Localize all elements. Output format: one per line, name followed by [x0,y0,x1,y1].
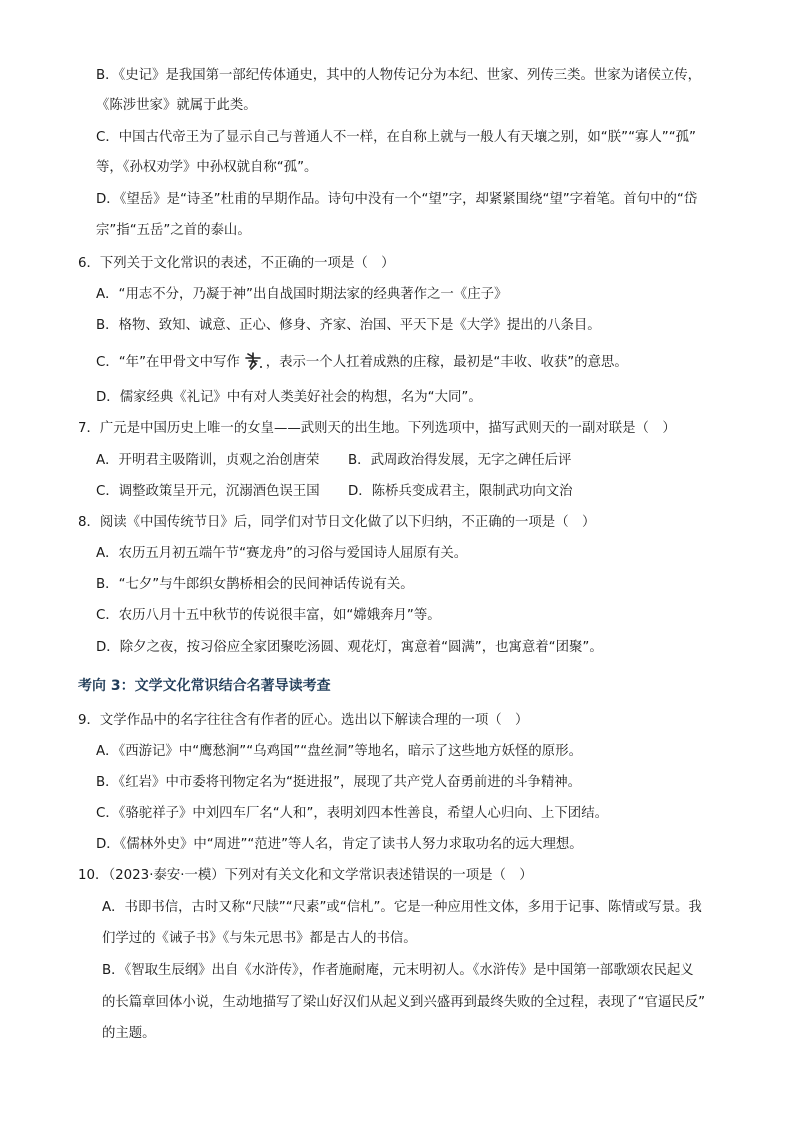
q7-option-a: A．开明君主吸隋训，贞观之治创唐荣 [96,453,320,468]
q8-option-c: C．农历八月十五中秋节的传说很丰富，如“嫦娥奔月”等。 [96,608,441,623]
q9-stem: 9．文学作品中的名字往往含有作者的匠心。选出以下解读合理的一项（ ） [78,713,529,728]
q9-option-d: D．《儒林外史》中“周进”“范进”等人名，肯定了读书人努力求取功名的远大理想。 [96,837,583,852]
q5-option-b-line1: B．《史记》是我国第一部纪传体通史，其中的人物传记分为本纪、世家、列传三类。世家为诸侯立传， [96,68,702,83]
q6-option-a: A．“用志不分，乃凝于神”出自战国时期法家的经典著作之一《庄子》 [96,287,508,302]
q9-option-a: A．《西游记》中“鹰愁涧”“乌鸡国”“盘丝洞”等地名，暗示了这些地方妖怪的原形。 [96,744,582,759]
q6-option-b: B．格物、致知、诚意、正心、修身、齐家、治国、平天下是《大学》提出的八条目。 [96,318,601,333]
q10-option-b-line2: 的长篇章回体小说，生动地描写了梁山好汉们从起义到兴盛再到最终失败的全过程，表现了“官逼民反” [102,995,706,1010]
q8-option-d: D．除夕之夜，按习俗应全家团聚吃汤圆、观花灯，寓意着“圆满”，也寓意着“团聚”。 [96,640,603,655]
q5-option-b-line2: 《陈涉世家》就属于此类。 [96,98,257,113]
q10-option-a-line2: 们学过的《诫子书》《与朱元思书》都是古人的书信。 [102,931,417,946]
q6-option-d: D．儒家经典《礼记》中有对人类美好社会的构想，名为“大同”。 [96,390,482,405]
q8-option-b: B．“七夕”与牛郎织女鹊桥相会的民间神话传说有关。 [96,577,414,592]
q7-stem: 7．广元是中国历史上唯一的女皇——武则天的出生地。下列选项中，描写武则天的一副对联是（ ） [78,421,676,436]
q9-option-b: B．《红岩》中市委将刊物定名为“挺进报”，展现了共产党人奋勇前进的斗争精神。 [96,775,582,790]
q5-option-d-line2: 宗”指“五岳”之首的泰山。 [96,223,251,238]
q6-option-c-prefix: C．“年”在甲骨文中写作 [96,355,240,370]
q9-option-c: C．《骆驼祥子》中刘四车厂名“人和”，表明刘四本性善良，希望人心归向、上下团结。 [96,806,608,821]
q5-option-c-line1: C．中国古代帝王为了显示自己与普通人不一样，在自称上就与一般人有天壤之别，如“朕”“寡人”“孤” [96,130,696,145]
q6-option-c [96,352,628,372]
q8-stem: 8．阅读《中国传统节日》后，同学们对节日文化做了以下归纳，不正确的一项是（ ） [78,515,596,530]
q7-option-c: C．调整政策呈开元，沉溺酒色误王国 [96,484,320,499]
q10-option-b-line3: 的主题。 [102,1026,156,1041]
q6-option-c-suffix: ，表示一个人扛着成熟的庄稼，最初是“丰收、收获”的意思。 [265,355,628,370]
q7-option-d: D．陈桥兵变成君主，限制武功向文治 [348,484,573,499]
q10-option-b-line1: B．《智取生辰纲》出自《水浒传》，作者施耐庵，元末明初人。《水浒传》是中国第一部歌颂农民起义 [102,963,694,978]
q10-stem: 10．（2023·泰安·一模）下列对有关文化和文学常识表述错误的一项是（ ） [78,868,533,883]
q5-option-c-line2: 等，《孙权劝学》中孙权就自称“孤”。 [96,160,318,175]
q10-option-a-line1: A．书即书信，古时又称“尺牍”“尺素”或“信札”。它是一种应用性文体，多用于记事、陈情或写景。我 [102,900,702,915]
q8-option-a: A．农历五月初五端午节“赛龙舟”的习俗与爱国诗人屈原有关。 [96,546,468,561]
oracle-bone-nian-glyph [242,352,264,370]
q6-stem: 6．下列关于文化常识的表述，不正确的一项是（ ） [78,256,395,271]
q5-option-d-line1: D．《望岳》是“诗圣”杜甫的早期作品。诗句中没有一个“望”字，却紧紧围绕“望”字着笔。首句中的“岱 [96,192,698,207]
section-3-heading: 考向 3：文学文化常识结合名著导读考查 [78,678,331,694]
q7-option-b: B．武周政治得发展，无字之碑任后评 [348,453,572,468]
